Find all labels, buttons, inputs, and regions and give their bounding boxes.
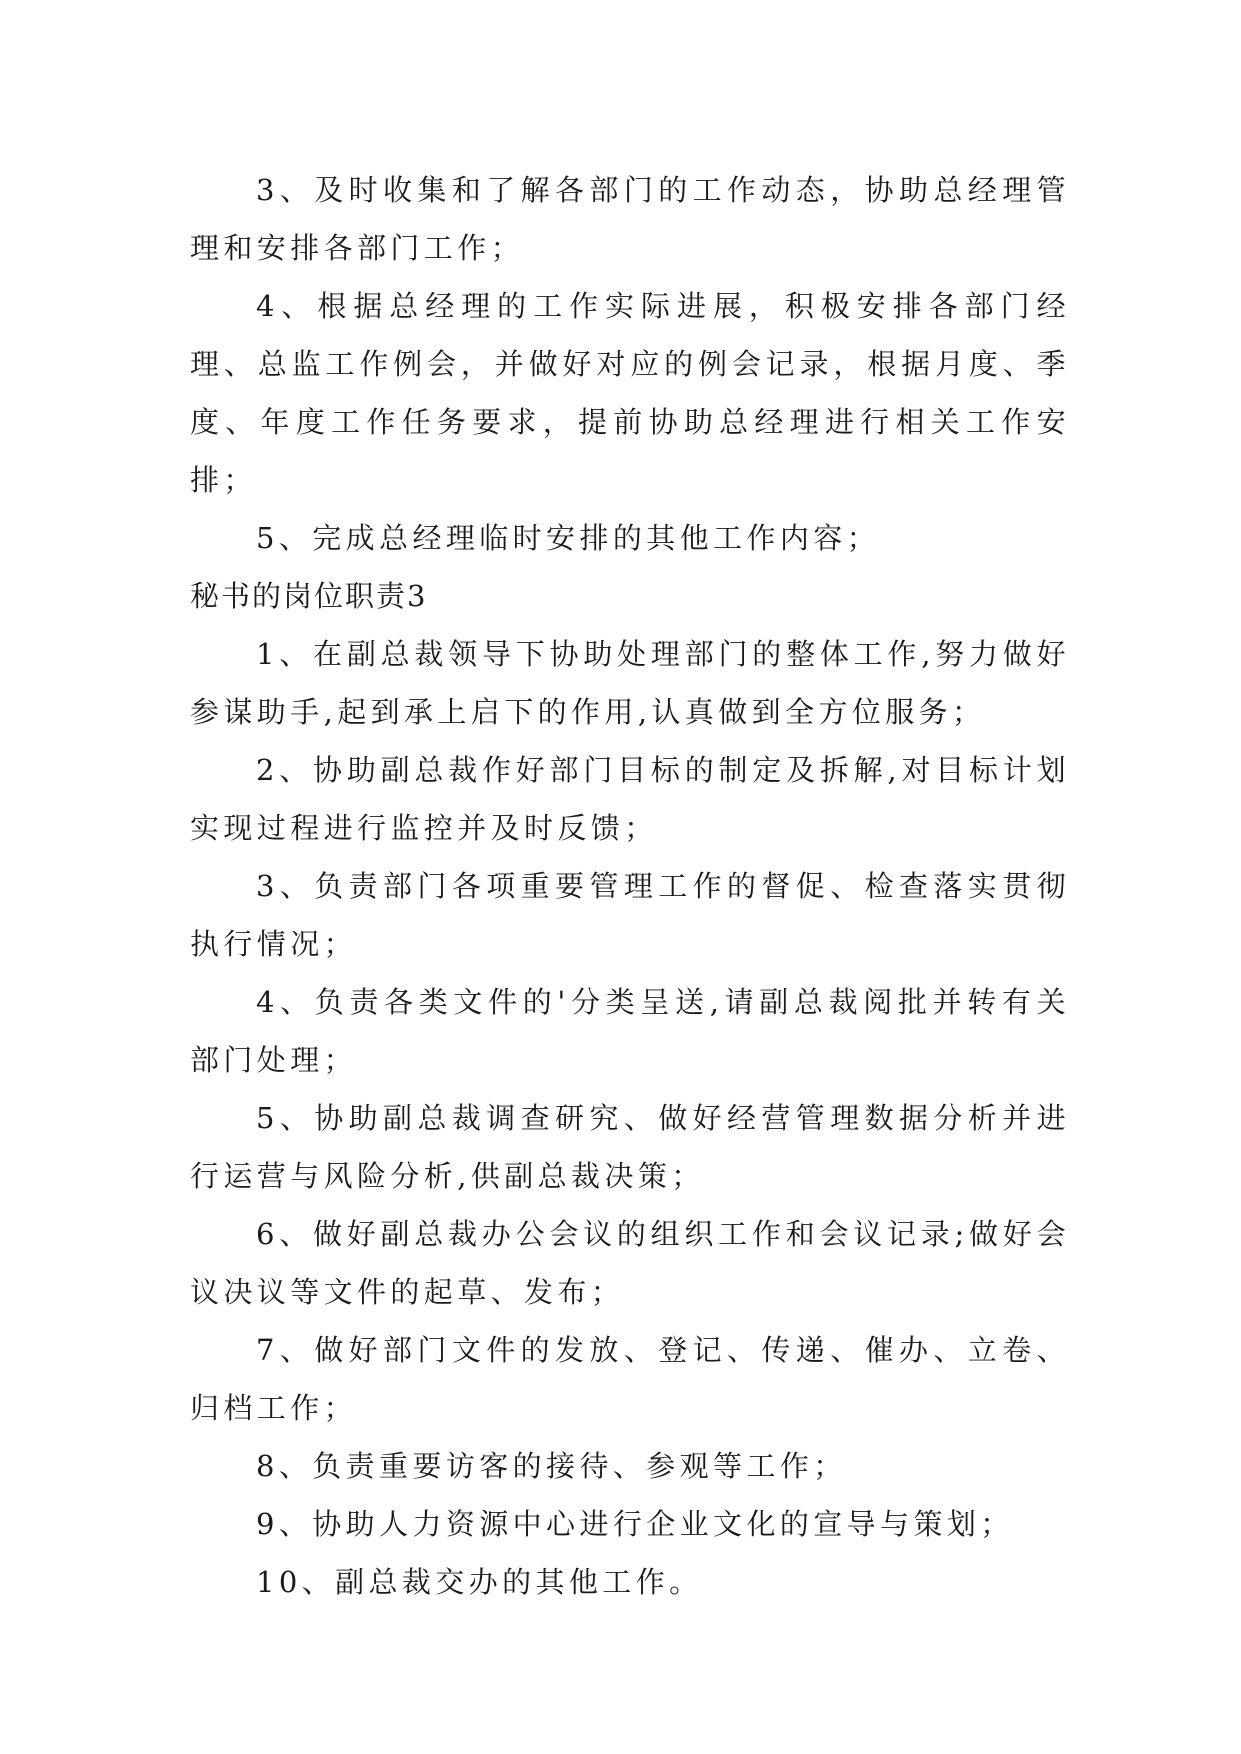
paragraph-item-3: 3、及时收集和了解各部门的工作动态，协助总经理管理和安排各部门工作； bbox=[190, 173, 1070, 265]
duty-item-8: 8、负责重要访客的接待、参观等工作； bbox=[256, 1449, 847, 1483]
section-heading: 秘书的岗位职责3 bbox=[190, 579, 428, 613]
paragraph-item-5: 5、完成总经理临时安排的其他工作内容； bbox=[256, 521, 881, 555]
duty-item-4: 4、负责各类文件的'分类呈送,请副总裁阅批并转有关部门处理； bbox=[190, 985, 1070, 1077]
duty-item-5: 5、协助副总裁调查研究、做好经营管理数据分析并进行运营与风险分析,供副总裁决策； bbox=[190, 1101, 1070, 1193]
duty-item-9: 9、协助人力资源中心进行企业文化的宣导与策划； bbox=[256, 1507, 1014, 1541]
duty-item-1: 1、在副总裁领导下协助处理部门的整体工作,努力做好参谋助手,起到承上启下的作用,认真做到全方位服务； bbox=[190, 637, 1070, 729]
duty-item-3: 3、负责部门各项重要管理工作的督促、检查落实贯彻执行情况； bbox=[190, 869, 1070, 961]
document-body bbox=[190, 161, 1070, 1611]
paragraph-item-4: 4、根据总经理的工作实际进展，积极安排各部门经理、总监工作例会，并做好对应的例会记录，根据月度、季度、年度工作任务要求，提前协助总经理进行相关工作安排； bbox=[190, 289, 1070, 497]
duty-item-10: 10、副总裁交办的其他工作。 bbox=[256, 1565, 703, 1599]
duty-item-2: 2、协助副总裁作好部门目标的制定及拆解,对目标计划实现过程进行监控并及时反馈； bbox=[190, 753, 1070, 845]
duty-item-7: 7、做好部门文件的发放、登记、传递、催办、立卷、归档工作； bbox=[190, 1333, 1070, 1425]
duty-item-6: 6、做好副总裁办公会议的组织工作和会议记录;做好会议决议等文件的起草、发布； bbox=[190, 1217, 1070, 1309]
